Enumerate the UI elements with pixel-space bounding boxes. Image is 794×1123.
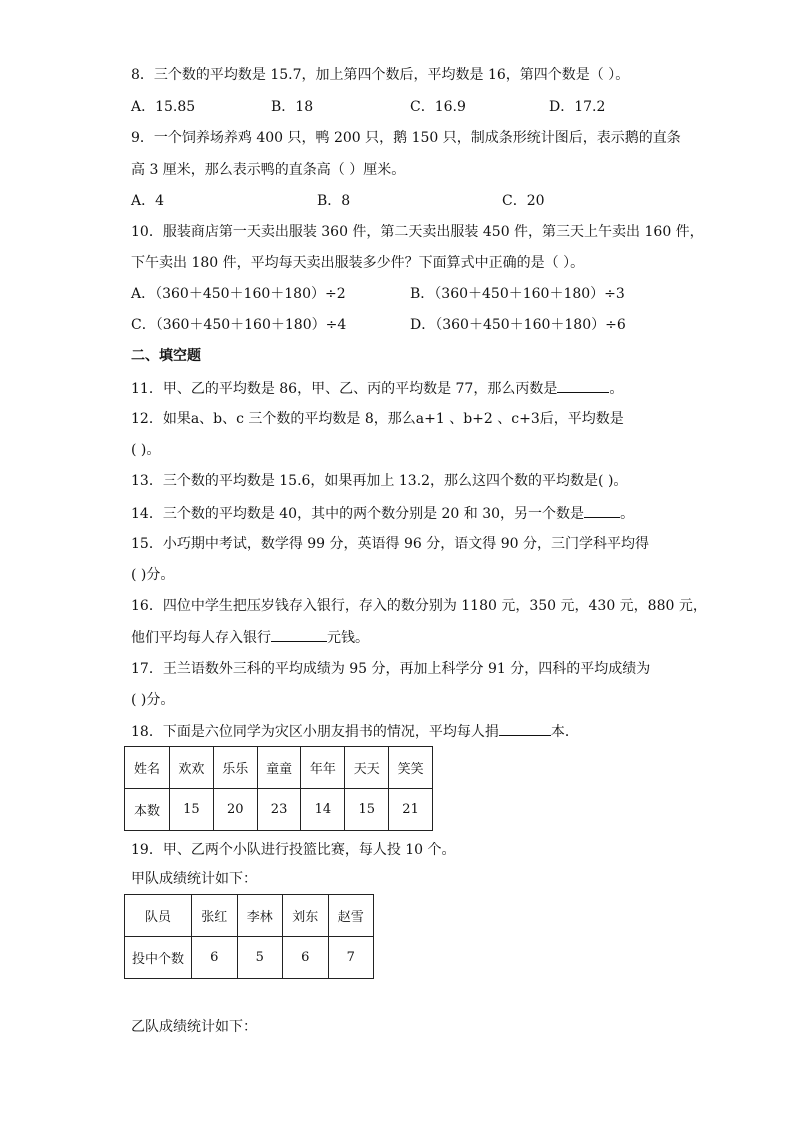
q8-option-a: A．15.85 [131, 99, 196, 115]
q18-header-label: 姓名 [125, 747, 170, 789]
q18-stem [131, 721, 579, 742]
q8-option-b: B．18 [271, 99, 314, 115]
q18-answer-blank[interactable] [499, 721, 551, 736]
q8-options [131, 97, 691, 117]
q18-value: 23 [257, 789, 301, 831]
q18-value: 20 [213, 789, 257, 831]
q18-row-label: 本数 [125, 789, 170, 831]
q9-option-c: C．20 [502, 193, 545, 209]
q8-option-d: D．17.2 [549, 99, 606, 115]
q19-row-label: 投中个数 [125, 937, 192, 979]
q18-name: 童童 [257, 747, 301, 789]
q8-option-c: C．16.9 [410, 99, 466, 115]
q14-answer-blank[interactable] [584, 503, 620, 518]
q19-player-name: 李林 [237, 895, 283, 937]
q19-player-name: 刘东 [283, 895, 329, 937]
q19-team-a-table [124, 894, 374, 979]
q17-line2: ( )分。 [131, 692, 175, 708]
q19-player-name: 张红 [192, 895, 238, 937]
q9-line2: 高 3 厘米，那么表示鸭的直条高（ ）厘米。 [131, 162, 406, 178]
q10-option-c: C．（360＋450＋160＋180）÷4 [131, 317, 347, 333]
q19-team-a-caption: 甲队成绩统计如下： [131, 871, 257, 887]
q9-options [131, 191, 691, 211]
q18-book-table [124, 746, 433, 831]
q19-player-name: 赵雪 [328, 895, 374, 937]
section-title-fill-in: 二、填空题 [131, 348, 201, 364]
q19-score: 5 [237, 937, 283, 979]
q16-answer-blank[interactable] [271, 627, 327, 642]
q18-value: 15 [170, 789, 214, 831]
q19-score: 7 [328, 937, 374, 979]
q16-end: 元钱。 [327, 630, 369, 646]
q12-line1: 12．如果a、b、c 三个数的平均数是 8，那么a+1 、b+2 、c+3后，平均数是 [131, 411, 624, 427]
q18-text: 18．下面是六位同学为灾区小朋友捐书的情况，平均每人捐 [131, 724, 499, 740]
q18-end: 本． [550, 724, 579, 740]
q11-text: 11．甲、乙的平均数是 86，甲、乙、丙的平均数是 77，那么丙数是 [131, 381, 558, 397]
q19-stem: 19．甲、乙两个小队进行投篮比赛，每人投 10 个。 [131, 842, 456, 858]
q14 [131, 503, 634, 524]
q18-name: 年年 [301, 747, 345, 789]
q19-score: 6 [283, 937, 329, 979]
q16-line1: 16．四位中学生把压岁钱存入银行，存入的数分别为 1180 元，350 元，430 元，880 元， [131, 598, 707, 614]
q9-option-a: A．4 [131, 193, 165, 209]
q18-value: 15 [345, 789, 389, 831]
q17-line1: 17．王兰语数外三科的平均成绩为 95 分，再加上科学分 91 分，四科的平均成绩为 [131, 661, 651, 677]
q15-line2: ( )分。 [131, 567, 175, 583]
q10-option-a: A．（360＋450＋160＋180）÷2 [131, 286, 346, 302]
q9-option-b: B．8 [317, 193, 351, 209]
q14-end: 。 [620, 506, 635, 522]
q10-options-row1 [131, 284, 691, 304]
q19-header-label: 队员 [125, 895, 192, 937]
q11-end: 。 [609, 381, 624, 397]
q10-option-b: B．（360＋450＋160＋180）÷3 [410, 286, 625, 302]
q15-line1: 15．小巧期中考试，数学得 99 分，英语得 96 分，语文得 90 分，三门学科平均得 [131, 536, 649, 552]
q19-score: 6 [192, 937, 238, 979]
q9-line1: 9．一个饲养场养鸡 400 只，鸭 200 只，鹅 150 只，制成条形统计图后，表示鹅的直条 [131, 130, 681, 146]
q16-text: 他们平均每人存入银行 [131, 630, 271, 646]
q18-value: 14 [301, 789, 345, 831]
q18-name: 乐乐 [213, 747, 257, 789]
q19-team-b-caption: 乙队成绩统计如下： [131, 1019, 257, 1035]
q16-line2 [131, 627, 369, 648]
q8-stem: 8．三个数的平均数是 15.7，加上第四个数后，平均数是 16，第四个数是（ ）。 [131, 67, 630, 83]
q18-value: 21 [389, 789, 433, 831]
q10-line2: 下午卖出 180 件，平均每天卖出服装多少件？下面算式中正确的是（ ）。 [131, 255, 585, 271]
q11 [131, 378, 623, 399]
q18-name: 天天 [345, 747, 389, 789]
q18-name: 笑笑 [389, 747, 433, 789]
q10-line1: 10．服装商店第一天卖出服装 360 件，第二天卖出服装 450 件，第三天上午卖出 160 件， [131, 224, 704, 240]
q13: 13．三个数的平均数是 15.6，如果再加上 13.2，那么这四个数的平均数是( )。 [131, 473, 628, 489]
q11-answer-blank[interactable] [557, 378, 609, 393]
q14-text: 14．三个数的平均数是 40，其中的两个数分别是 20 和 30，另一个数是 [131, 506, 585, 522]
q18-name: 欢欢 [170, 747, 214, 789]
q12-line2: ( )。 [131, 442, 161, 458]
q10-options-row2 [131, 315, 691, 335]
q10-option-d: D．（360＋450＋160＋180）÷6 [410, 317, 626, 333]
